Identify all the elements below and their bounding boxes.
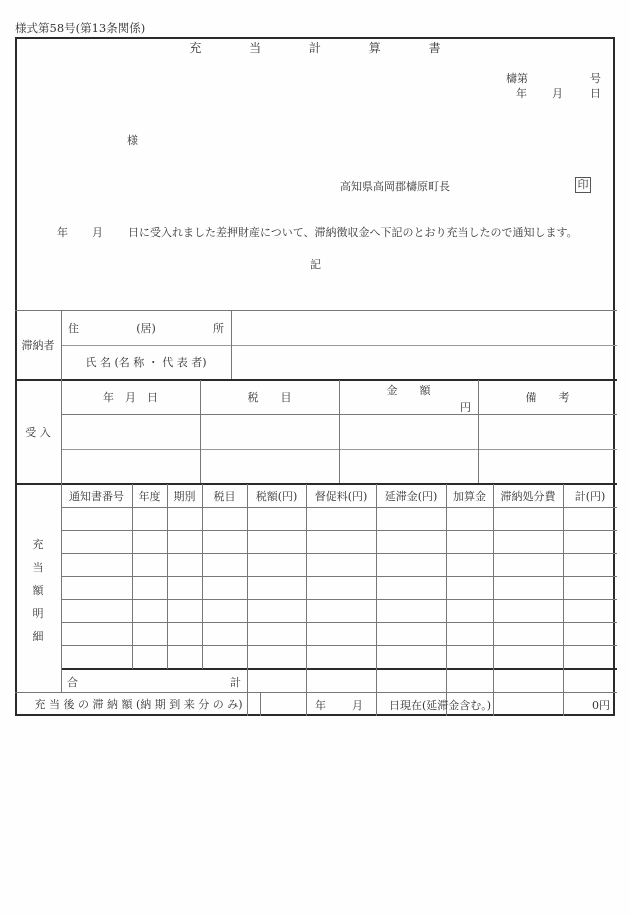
- alloc-cell[interactable]: [306, 622, 376, 645]
- alloc-cell[interactable]: [306, 576, 376, 599]
- alloc-cell[interactable]: [132, 507, 167, 530]
- balance-amount: 0円: [592, 699, 610, 712]
- alloc-cell[interactable]: [493, 599, 563, 622]
- alloc-cell[interactable]: [132, 576, 167, 599]
- alloc-cell[interactable]: [563, 622, 617, 645]
- alloc-cell[interactable]: [493, 622, 563, 645]
- total-cell[interactable]: [446, 669, 493, 692]
- alloc-cell[interactable]: [446, 599, 493, 622]
- alloc-cell[interactable]: [61, 645, 132, 668]
- receipt-cell[interactable]: [478, 414, 617, 448]
- alloc-col-header: 督促料(円): [314, 489, 368, 503]
- alloc-cell[interactable]: [376, 645, 446, 668]
- alloc-cell[interactable]: [376, 553, 446, 576]
- delinquent-label: 滞納者: [21, 338, 55, 352]
- date-year: 年: [516, 87, 527, 100]
- alloc-cell[interactable]: [493, 507, 563, 530]
- receipt-col-tax: 税 目: [247, 391, 292, 404]
- balance-year: 年: [315, 699, 326, 712]
- document-title: 充 当 計 算 書: [189, 41, 463, 55]
- alloc-cell[interactable]: [247, 507, 306, 530]
- alloc-col-header: 期別: [173, 489, 196, 503]
- receipt-cell[interactable]: [61, 449, 200, 483]
- alloc-cell[interactable]: [167, 576, 202, 599]
- receipt-amount-unit: 円: [460, 401, 471, 414]
- total-label-left: 合: [67, 676, 78, 689]
- alloc-cell[interactable]: [202, 622, 247, 645]
- receipt-cell[interactable]: [339, 414, 478, 448]
- address-label-part: 住: [68, 321, 79, 335]
- doc-number-prefix: 檮第: [506, 72, 528, 85]
- name-label: 氏 名 (名 称 ・ 代 表 者): [85, 356, 207, 369]
- alloc-cell[interactable]: [446, 530, 493, 553]
- alloc-cell[interactable]: [61, 530, 132, 553]
- alloc-cell[interactable]: [493, 576, 563, 599]
- alloc-label-char: 細: [32, 630, 44, 643]
- receipt-label: 受 入: [25, 425, 51, 439]
- receipt-cell[interactable]: [200, 449, 339, 483]
- alloc-cell[interactable]: [247, 530, 306, 553]
- alloc-cell[interactable]: [132, 645, 167, 668]
- total-cell[interactable]: [493, 669, 563, 692]
- alloc-col-header: 通知書番号: [69, 489, 124, 503]
- name-field[interactable]: [231, 345, 617, 379]
- alloc-cell[interactable]: [306, 599, 376, 622]
- alloc-col-header: 税額(円): [255, 489, 298, 503]
- alloc-cell[interactable]: [376, 530, 446, 553]
- body-month: 月: [92, 226, 103, 239]
- alloc-cell[interactable]: [563, 645, 617, 668]
- alloc-cell[interactable]: [61, 599, 132, 622]
- alloc-col-header: 計(円): [574, 489, 606, 503]
- issuer-name: 高知県高岡郡檮原町長: [340, 180, 450, 193]
- alloc-cell[interactable]: [306, 553, 376, 576]
- form-id: 様式第58号(第13条関係): [15, 21, 146, 35]
- total-label-right: 計: [230, 676, 241, 689]
- receipt-col-date: 年 月 日: [103, 391, 158, 404]
- receipt-cell[interactable]: [61, 414, 200, 448]
- alloc-col-header: 延滞金(円): [384, 489, 438, 503]
- total-cell[interactable]: [306, 669, 376, 692]
- alloc-label-char: 当: [32, 561, 44, 574]
- total-cell[interactable]: [563, 669, 617, 692]
- alloc-cell[interactable]: [247, 645, 306, 668]
- alloc-cell[interactable]: [167, 530, 202, 553]
- date-day: 日: [590, 87, 601, 100]
- address-label-part: (居): [136, 321, 156, 335]
- alloc-cell[interactable]: [61, 553, 132, 576]
- alloc-cell[interactable]: [167, 507, 202, 530]
- alloc-col-header: 税目: [213, 489, 236, 503]
- alloc-cell[interactable]: [202, 507, 247, 530]
- alloc-cell[interactable]: [61, 622, 132, 645]
- alloc-cell[interactable]: [563, 507, 617, 530]
- alloc-cell[interactable]: [446, 645, 493, 668]
- alloc-cell[interactable]: [202, 645, 247, 668]
- total-cell[interactable]: [376, 669, 446, 692]
- alloc-cell[interactable]: [493, 530, 563, 553]
- addressee-suffix: 様: [127, 134, 138, 147]
- balance-month: 月: [352, 699, 363, 712]
- doc-number-suffix: 号: [590, 72, 601, 85]
- receipt-cell[interactable]: [478, 449, 617, 483]
- receipt-col-remarks: 備 考: [525, 391, 570, 404]
- alloc-cell[interactable]: [61, 507, 132, 530]
- alloc-cell[interactable]: [493, 645, 563, 668]
- alloc-cell[interactable]: [306, 530, 376, 553]
- alloc-cell[interactable]: [167, 553, 202, 576]
- alloc-cell[interactable]: [446, 553, 493, 576]
- alloc-cell[interactable]: [202, 553, 247, 576]
- date-month: 月: [552, 87, 563, 100]
- alloc-cell[interactable]: [563, 530, 617, 553]
- alloc-col-header: 年度: [138, 489, 161, 503]
- alloc-cell[interactable]: [167, 622, 202, 645]
- alloc-label-char: 額: [32, 584, 44, 597]
- alloc-cell[interactable]: [247, 599, 306, 622]
- alloc-cell[interactable]: [247, 576, 306, 599]
- address-field[interactable]: [231, 310, 617, 345]
- alloc-cell[interactable]: [493, 553, 563, 576]
- alloc-cell[interactable]: [167, 645, 202, 668]
- alloc-cell[interactable]: [306, 507, 376, 530]
- alloc-cell[interactable]: [61, 576, 132, 599]
- alloc-cell[interactable]: [446, 622, 493, 645]
- alloc-cell[interactable]: [563, 553, 617, 576]
- alloc-cell[interactable]: [132, 599, 167, 622]
- address-label-part: 所: [213, 321, 224, 335]
- alloc-cell[interactable]: [202, 576, 247, 599]
- alloc-cell[interactable]: [132, 553, 167, 576]
- alloc-cell[interactable]: [202, 599, 247, 622]
- ki-label: 記: [310, 258, 321, 271]
- alloc-cell[interactable]: [132, 530, 167, 553]
- alloc-cell[interactable]: [376, 507, 446, 530]
- receipt-col-amount: 金 額: [386, 384, 431, 397]
- seal-mark: 印: [575, 177, 591, 193]
- alloc-col-header: 滞納処分費: [500, 489, 556, 503]
- alloc-cell[interactable]: [376, 576, 446, 599]
- alloc-cell[interactable]: [132, 622, 167, 645]
- alloc-cell[interactable]: [563, 576, 617, 599]
- alloc-cell[interactable]: [563, 599, 617, 622]
- body-year: 年: [57, 226, 68, 239]
- balance-label: 充 当 後 の 滞 納 額 (納 期 到 来 分 の み): [34, 698, 243, 711]
- alloc-cell[interactable]: [202, 530, 247, 553]
- alloc-cell[interactable]: [446, 576, 493, 599]
- alloc-cell[interactable]: [167, 599, 202, 622]
- address-label: [61, 310, 231, 345]
- balance-as-of: 日現在(延滞金含む。): [389, 699, 492, 712]
- alloc-label-char: 明: [32, 607, 44, 620]
- alloc-cell[interactable]: [446, 507, 493, 530]
- total-cell[interactable]: [247, 669, 306, 692]
- alloc-cell[interactable]: [247, 553, 306, 576]
- receipt-cell[interactable]: [200, 414, 339, 448]
- alloc-col-header: 加算金: [453, 489, 486, 503]
- alloc-cell[interactable]: [376, 622, 446, 645]
- notice-sentence: 日に受入れました差押財産について、滞納徴収金へ下記のとおり充当したので通知します。: [128, 226, 578, 239]
- alloc-cell[interactable]: [247, 622, 306, 645]
- receipt-cell[interactable]: [339, 449, 478, 483]
- alloc-cell[interactable]: [306, 645, 376, 668]
- alloc-label-char: 充: [32, 538, 44, 551]
- alloc-cell[interactable]: [376, 599, 446, 622]
